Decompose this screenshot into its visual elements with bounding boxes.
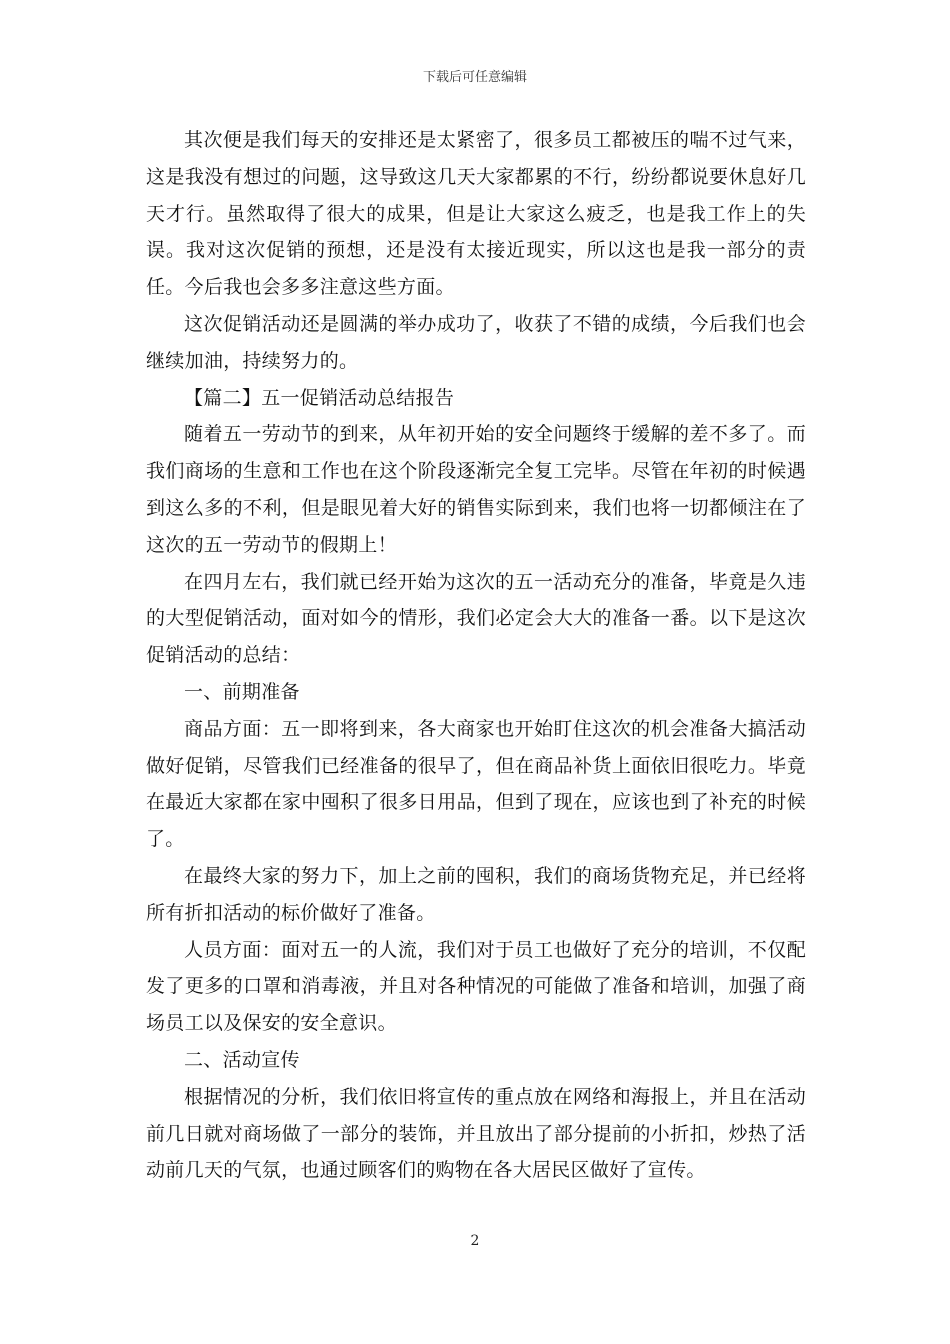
- paragraph: 在四月左右，我们就已经开始为这次的五一活动充分的准备，毕竟是久违的大型促销活动，面对如今的情形，我们必定会大大的准备一番。以下是这次促销活动的总结：: [146, 570, 806, 667]
- paragraph: 这次促销活动还是圆满的举办成功了，收获了不错的成绩，今后我们也会继续加油，持续努力的。: [146, 312, 806, 372]
- section-heading: 【篇二】五一促销活动总结报告: [184, 386, 455, 409]
- page-number: 2: [470, 1233, 480, 1249]
- subsection-heading: 一、前期准备: [184, 680, 300, 703]
- subsection-heading: 二、活动宣传: [184, 1048, 300, 1071]
- paragraph: 在最终大家的努力下，加上之前的囤积，我们的商场货物充足，并已经将所有折扣活动的标价做好了准备。: [146, 864, 806, 924]
- paragraph: 其次便是我们每天的安排还是太紧密了，很多员工都被压的喘不过气来，这是我没有想过的问题，这导致这几天大家都累的不行，纷纷都说要休息好几天才行。虽然取得了很大的成果，但是让大家这么疲乏，也是我工作上的失误。我对这次促销的预想，还是没有太接近现实，所以这也是我一部分的责任。今后我也会多多注意这些方面。: [146, 129, 806, 299]
- page-header: 下载后可任意编辑: [422, 70, 527, 85]
- paragraph: 商品方面：五一即将到来，各大商家也开始盯住这次的机会准备大搞活动做好促销，尽管我们已经准备的很早了，但在商品补货上面依旧很吃力。毕竟在最近大家都在家中囤积了很多日用品，但到了现在，应该也到了补充的时候了。: [146, 717, 806, 851]
- document-body: [146, 122, 806, 1189]
- paragraph: 人员方面：面对五一的人流，我们对于员工也做好了充分的培训，不仅配发了更多的口罩和消毒液，并且对各种情况的可能做了准备和培训，加强了商场员工以及保安的安全意识。: [146, 938, 806, 1035]
- paragraph: 随着五一劳动节的到来，从年初开始的安全问题终于缓解的差不多了。而我们商场的生意和工作也在这个阶段逐渐完全复工完毕。尽管在年初的时候遇到这么多的不利，但是眼见着大好的销售实际到来，我们也将一切都倾注在了这次的五一劳动节的假期上！: [146, 423, 806, 556]
- paragraph: 根据情况的分析，我们依旧将宣传的重点放在网络和海报上，并且在活动前几日就对商场做了一部分的装饰，并且放出了部分提前的小折扣，炒热了活动前几天的气氛，也通过顾客们的购物在各大居民区做好了宣传。: [146, 1085, 806, 1182]
